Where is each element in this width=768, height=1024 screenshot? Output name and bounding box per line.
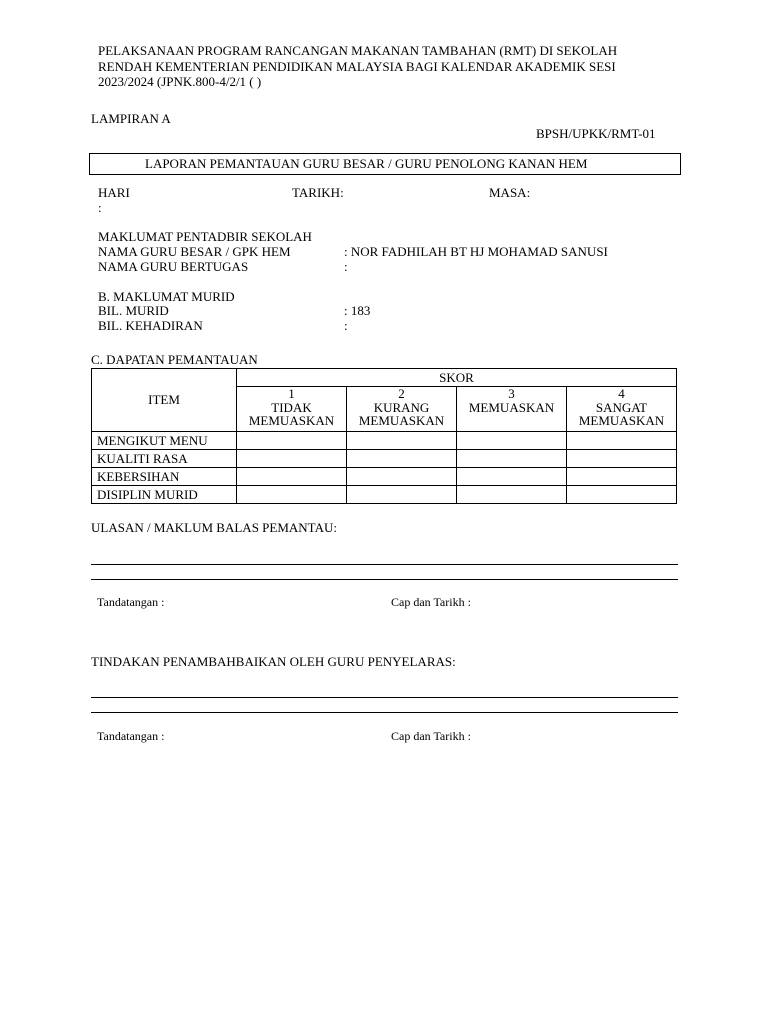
score-3-number: 3 [508, 386, 515, 401]
tindakan-title: TINDAKAN PENAMBAHBAIKAN OLEH GURU PENYELARAS: [91, 654, 456, 669]
bil-murid-value[interactable]: : 183 [344, 303, 371, 318]
score-2-line2: MEMUASKAN [358, 413, 445, 428]
report-title: LAPORAN PEMANTAUAN GURU BESAR / GURU PENOLONG KANAN HEM [145, 156, 588, 171]
header-line-3: 2023/2024 (JPNK.800-4/2/1 ( ) [98, 74, 262, 89]
score-1-line1: TIDAK [271, 400, 312, 415]
ulasan-cap-tarikh: Cap dan Tarikh : [391, 595, 471, 609]
score-col-4 [567, 387, 677, 432]
document-header [98, 43, 658, 90]
score-4-line1: SANGAT [595, 400, 648, 415]
score-4-number: 4 [618, 386, 625, 401]
score-cell[interactable] [457, 486, 567, 504]
tarikh-field[interactable]: TARIKH: [292, 185, 344, 200]
score-table [91, 368, 677, 504]
score-cell[interactable] [237, 486, 347, 504]
ulasan-title: ULASAN / MAKLUM BALAS PEMANTAU: [91, 520, 337, 535]
item-disiplin-murid: DISIPLIN MURID [92, 486, 237, 504]
ulasan-tandatangan: Tandatangan : [97, 595, 165, 609]
score-cell[interactable] [567, 450, 677, 468]
table-row [92, 432, 677, 450]
score-cell[interactable] [567, 432, 677, 450]
score-cell[interactable] [457, 432, 567, 450]
score-2-line1: KURANG [373, 400, 430, 415]
score-2-number: 2 [398, 386, 405, 401]
nama-guru-bertugas-label: NAMA GURU BERTUGAS [98, 259, 249, 274]
score-cell[interactable] [567, 486, 677, 504]
score-cell[interactable] [237, 468, 347, 486]
score-1-number: 1 [288, 386, 295, 401]
ulasan-line-1[interactable] [91, 564, 678, 565]
section-a-title: MAKLUMAT PENTADBIR SEKOLAH [98, 229, 312, 244]
score-3-line1: MEMUASKAN [468, 400, 555, 415]
hari-label: HARI [98, 185, 130, 200]
score-cell[interactable] [347, 432, 457, 450]
score-cell[interactable] [347, 450, 457, 468]
table-row [92, 468, 677, 486]
item-header: ITEM [92, 369, 237, 432]
nama-guru-besar-label: NAMA GURU BESAR / GPK HEM [98, 244, 291, 259]
item-kebersihan: KEBERSIHAN [92, 468, 237, 486]
tindakan-line-2[interactable] [91, 712, 678, 713]
tindakan-tandatangan: Tandatangan : [97, 729, 165, 743]
header-line-2: RENDAH KEMENTERIAN PENDIDIKAN MALAYSIA BAGI KALENDAR AKADEMIK SESI [98, 58, 616, 74]
score-cell[interactable] [457, 450, 567, 468]
score-cell[interactable] [237, 450, 347, 468]
score-cell[interactable] [347, 486, 457, 504]
score-cell[interactable] [347, 468, 457, 486]
item-kualiti-rasa: KUALITI RASA [92, 450, 237, 468]
section-c-title: C. DAPATAN PEMANTAUAN [91, 352, 258, 367]
score-cell[interactable] [457, 468, 567, 486]
bil-murid-label: BIL. MURID [98, 303, 169, 318]
bil-kehadiran-label: BIL. KEHADIRAN [98, 318, 203, 333]
score-col-2 [347, 387, 457, 432]
score-4-line2: MEMUASKAN [578, 413, 665, 428]
lampiran-label: LAMPIRAN A [91, 111, 171, 126]
masa-field[interactable]: MASA: [489, 185, 531, 200]
score-col-1 [237, 387, 347, 432]
table-row [92, 486, 677, 504]
tindakan-cap-tarikh: Cap dan Tarikh : [391, 729, 471, 743]
skor-header: SKOR [237, 369, 677, 387]
ulasan-line-2[interactable] [91, 579, 678, 580]
tindakan-line-1[interactable] [91, 697, 678, 698]
header-line-1: PELAKSANAAN PROGRAM RANCANGAN MAKANAN TAMBAHAN (RMT) DI SEKOLAH [98, 43, 618, 58]
nama-guru-besar-value[interactable]: : NOR FADHILAH BT HJ MOHAMAD SANUSI [344, 244, 608, 259]
section-b-title: B. MAKLUMAT MURID [98, 289, 235, 304]
bil-kehadiran-value[interactable]: : [344, 318, 348, 333]
score-cell[interactable] [567, 468, 677, 486]
item-mengikut-menu: MENGIKUT MENU [92, 432, 237, 450]
score-col-3 [457, 387, 567, 432]
form-code: BPSH/UPKK/RMT-01 [536, 126, 656, 141]
table-row [92, 450, 677, 468]
nama-guru-bertugas-value[interactable]: : [344, 259, 348, 274]
hari-field[interactable]: : [98, 200, 102, 215]
score-cell[interactable] [237, 432, 347, 450]
score-1-line2: MEMUASKAN [248, 413, 335, 428]
report-title-box [89, 153, 681, 175]
